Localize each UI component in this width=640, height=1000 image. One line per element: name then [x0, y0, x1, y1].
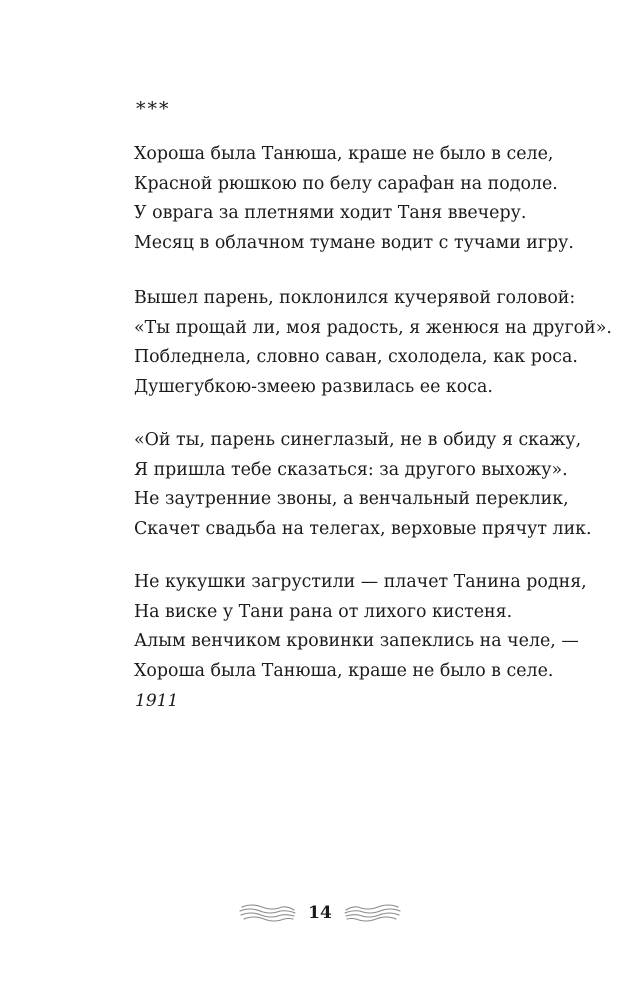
- section-separator: ***: [136, 98, 171, 120]
- poem-line: Хороша была Танюша, краше не было в селе.: [134, 660, 554, 681]
- wave-ornament-icon: [238, 901, 298, 925]
- poem-line: Не кукушки загрустили — плачет Танина родня,: [134, 572, 587, 592]
- poem-line: Душегубкою-змеею развилась ее коса.: [134, 376, 493, 397]
- poem-line: Скачет свадьба на телегах, верховые прячут лик.: [134, 518, 592, 539]
- poem-line: Вышел парень, поклонился кучерявой головой:: [134, 288, 576, 308]
- poem-line: Не заутренние звоны, а венчальный переклик,: [134, 489, 569, 509]
- poem-line: У оврага за плетнями ходит Таня ввечеру.: [134, 203, 527, 223]
- stanza-4: [134, 568, 604, 686]
- stanza-2: [134, 284, 612, 402]
- stanza-3: [134, 426, 604, 544]
- poem-line: Месяц в облачном тумане водит с тучами игру.: [134, 232, 574, 253]
- page-footer: [0, 898, 640, 928]
- poem-line: Хороша была Танюша, краше не было в селе,: [134, 144, 554, 164]
- page-number: 14: [308, 903, 332, 923]
- poem-line: Я пришла тебе сказаться: за другого выхожу».: [134, 459, 568, 480]
- poem-line: «Ты прощай ли, моя радость, я женюся на другой».: [134, 317, 612, 338]
- poem-line: Побледнела, словно саван, схолодела, как роса.: [134, 347, 578, 367]
- stanza-1: [134, 140, 604, 258]
- wave-ornament-icon: [342, 901, 402, 925]
- poem-year: 1911: [135, 691, 179, 711]
- poem-line: «Ой ты, парень синеглазый, не в обиду я скажу,: [134, 430, 582, 450]
- poem-line: Красной рюшкою по белу сарафан на подоле.: [134, 173, 558, 194]
- poem-line: Алым венчиком кровинки запеклись на челе, —: [134, 631, 579, 651]
- poem-line: На виске у Тани рана от лихого кистеня.: [134, 601, 513, 622]
